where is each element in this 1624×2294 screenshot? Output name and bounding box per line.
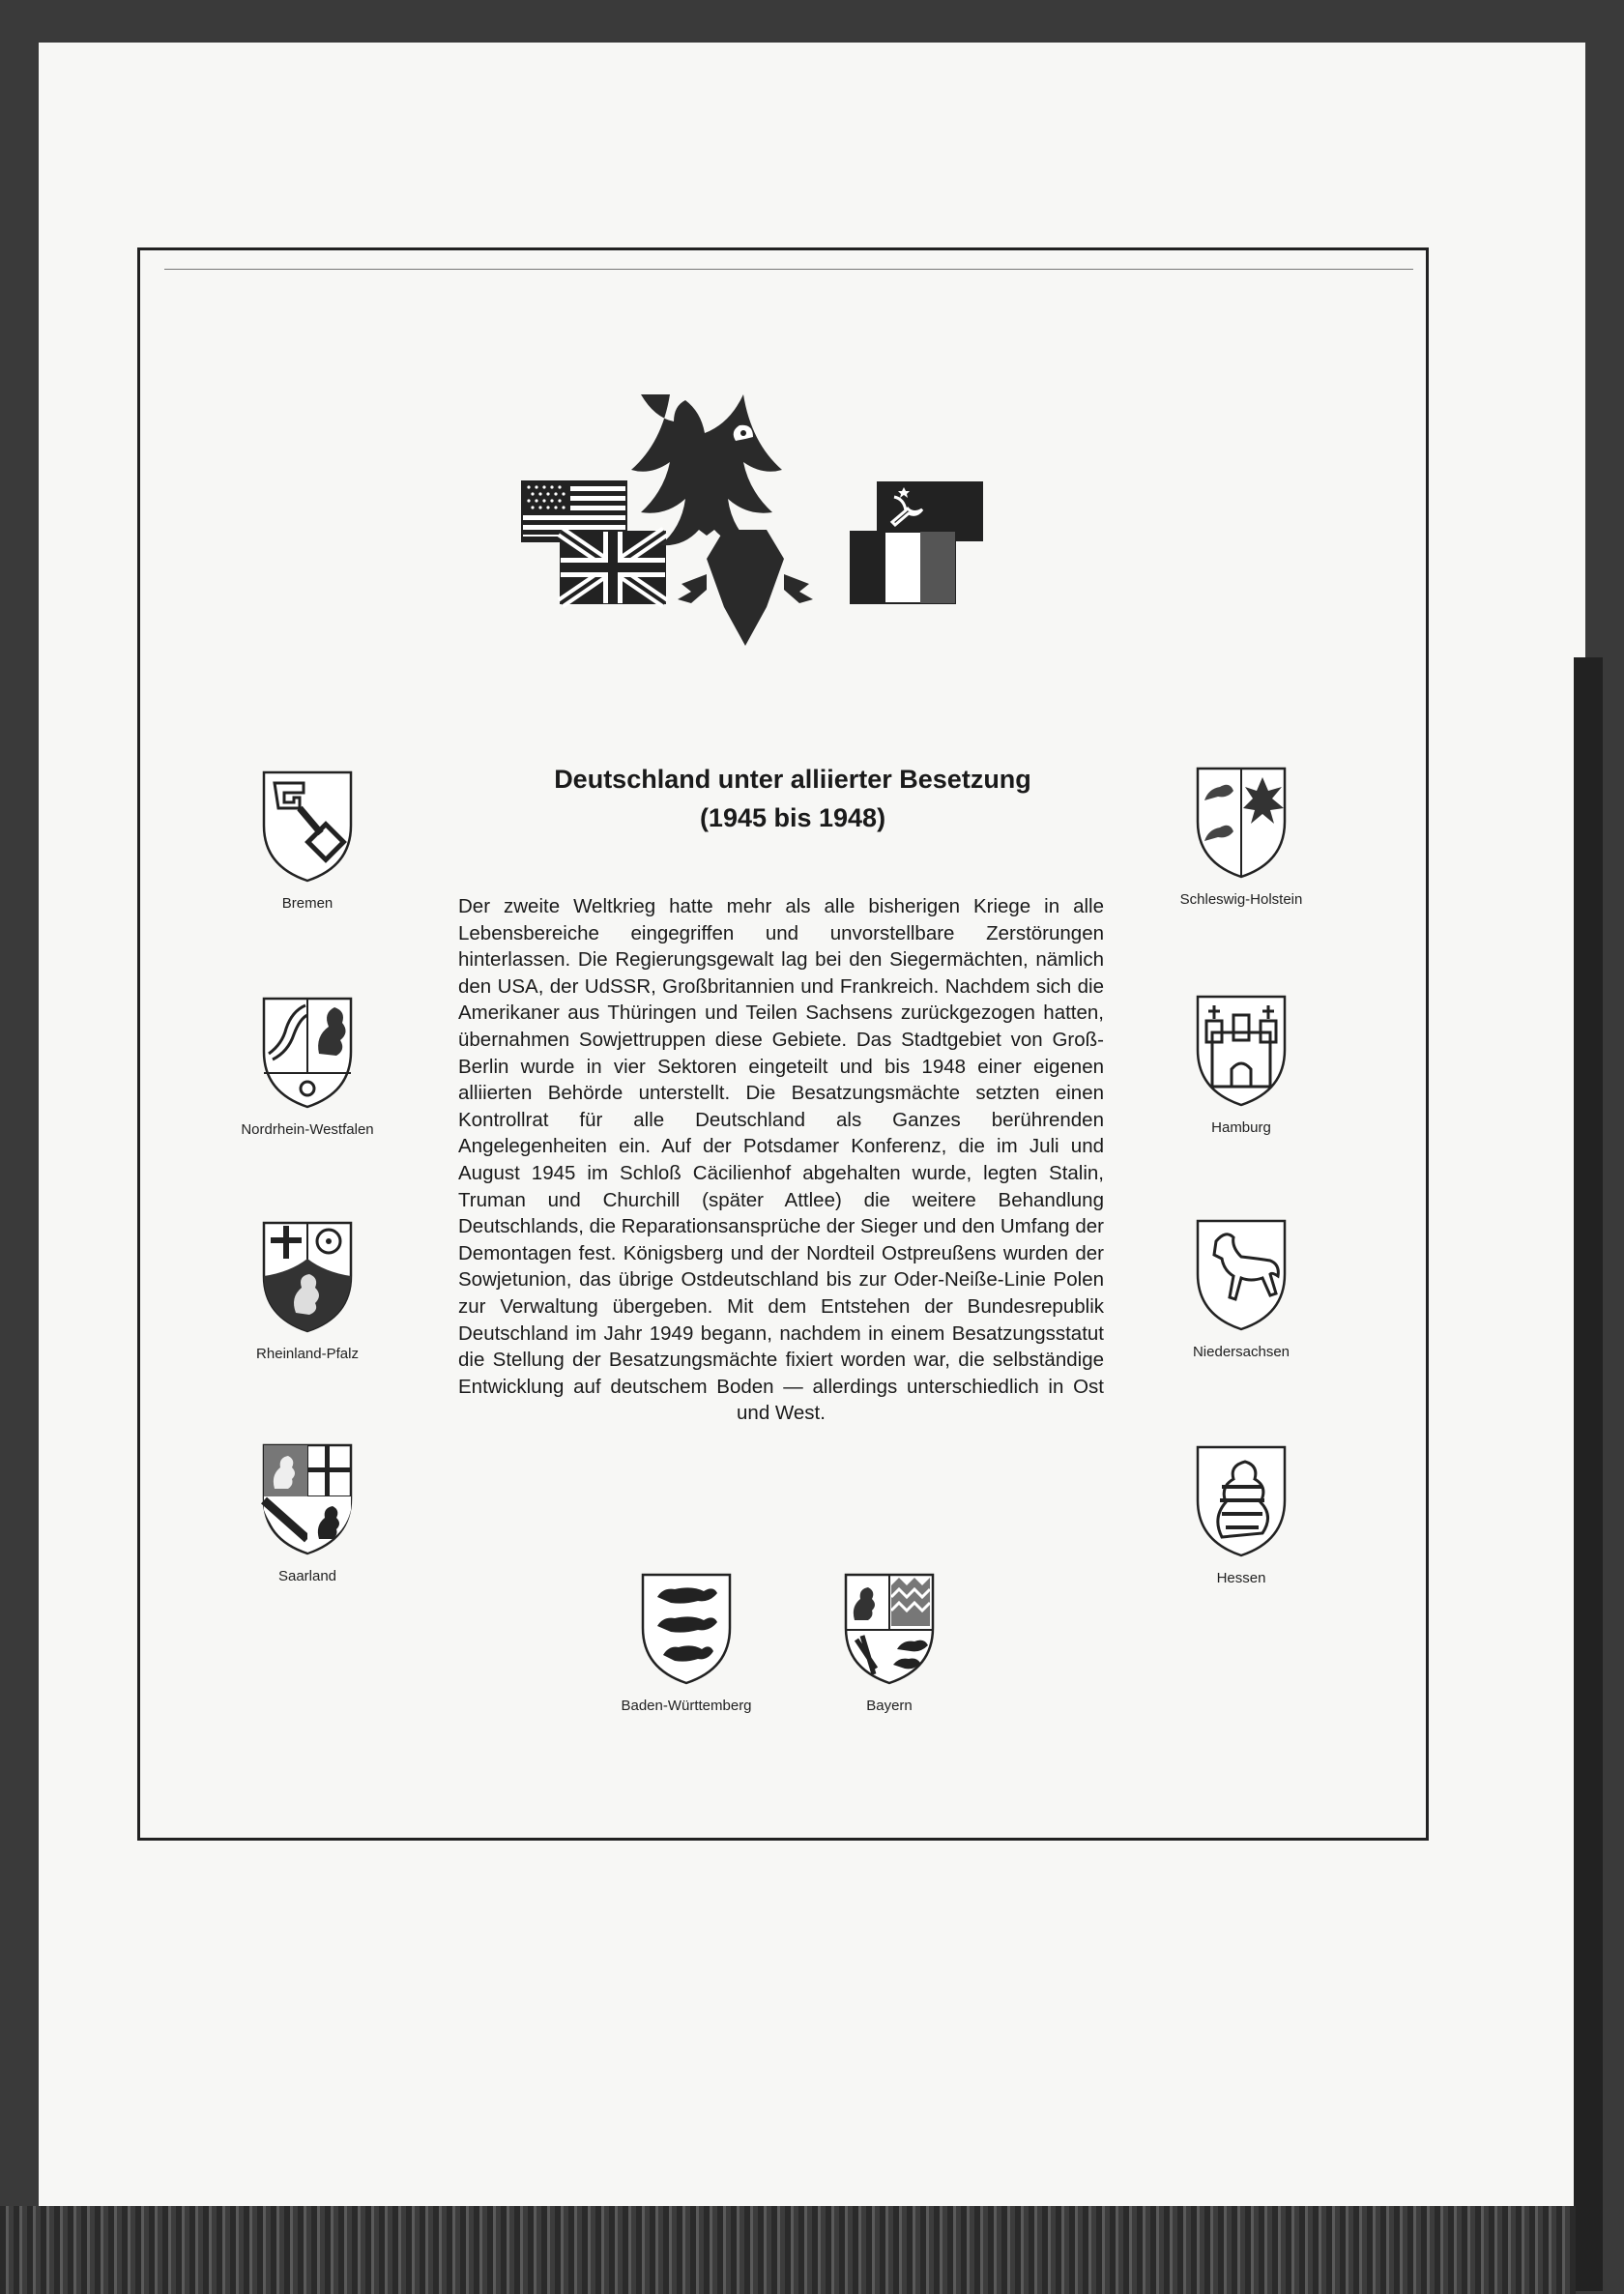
- bremen-coat-of-arms-icon: [261, 770, 354, 884]
- binder-strip: [0, 2206, 1576, 2294]
- crest-label-bayern: Bayern: [866, 1698, 913, 1714]
- crest-schleswig-holstein: [1164, 766, 1319, 908]
- crest-label-rlp: Rheinland-Pfalz: [256, 1346, 359, 1362]
- crest-label-bremen: Bremen: [281, 895, 334, 912]
- body-paragraph: Der zweite Weltkrieg hatte mehr als alle bisherigen Kriege in alle Lebensbereiche eingegriffen und unvorstellbare Zerstörungen hinterlassen. Die Regierungsgewalt lag bei den Siegermächten, nämlich den USA, der UdSSR, Großbritannien und Frankreich. Nachdem sich die Amerikaner aus Thüringen und Teilen Sachsens zurückgezogen hatten, übernahmen Sowjettruppen diese Gebiete. Das Stadtgebiet von Groß-Berlin wurde in vier Sektoren eingeteilt und bis 1948 einer eigenen alliierten Behörde unterstellt. Die Besatzungsmächte setzten einen Kontrollrat für alle Deutschland als Ganzes berührenden Angelegenheiten ein. Auf der Potsdamer Konferenz, die im Juli und August 1945 im Schloß Cäcilienhof abgehalten wurde, legten Stalin, Truman und Churchill (später Attlee) die weitere Behandlung Deutschlands, die Reparationsansprüche der Sieger und den Umfang der Demontagen fest. Königsberg und der Nordteil Ostpreußens wurden der Sowjetunion, das übrige Ostdeutschland bis zur Oder-Neiße-Linie Polen zur Verwaltung übergeben. Mit dem Entstehen der Bundesrepublik Deutschland im Jahr 1949 begann, nachdem in einem Besatzungsstatut die Stellung der Besatzungsmächte fixiert worden war, die selbständige Entwicklung auf deutschem Boden — allerdings unterschiedlich in Ost und West.: [458, 895, 1104, 1425]
- crest-hamburg: [1164, 994, 1319, 1136]
- baden-wuerttemberg-coat-of-arms-icon: [640, 1572, 733, 1686]
- crest-baden-wuerttemberg: [609, 1572, 764, 1714]
- hessen-coat-of-arms-icon: [1195, 1444, 1288, 1558]
- rlp-coat-of-arms-icon: [261, 1220, 354, 1334]
- crest-bremen: [230, 770, 385, 912]
- uk-flag-icon: [561, 532, 665, 603]
- saarland-coat-of-arms-icon: [261, 1442, 354, 1556]
- nrw-coat-of-arms-icon: [261, 996, 354, 1110]
- schleswig-holstein-coat-of-arms-icon: [1195, 766, 1288, 880]
- crest-label-hessen: Hessen: [1216, 1570, 1266, 1586]
- crest-saarland: [230, 1442, 385, 1584]
- crest-nrw: [230, 996, 385, 1138]
- crest-label-saarland: Saarland: [277, 1568, 337, 1584]
- page-title: [464, 760, 1121, 837]
- crest-label-niedersachsen: Niedersachsen: [1192, 1344, 1290, 1360]
- crest-bayern: [812, 1572, 967, 1714]
- france-flag-icon: [851, 532, 955, 603]
- top-rule: [164, 269, 1413, 270]
- crest-niedersachsen: [1164, 1218, 1319, 1360]
- title-line-1: Deutschland unter alliierter Besetzung: [554, 765, 1031, 794]
- crest-label-schleswig-holstein: Schleswig-Holstein: [1179, 891, 1303, 908]
- bayern-coat-of-arms-icon: [843, 1572, 936, 1686]
- niedersachsen-coat-of-arms-icon: [1195, 1218, 1288, 1332]
- crest-label-hamburg: Hamburg: [1211, 1119, 1271, 1136]
- title-line-2: (1945 bis 1948): [699, 803, 886, 832]
- crest-hessen: [1164, 1444, 1319, 1586]
- hamburg-coat-of-arms-icon: [1195, 994, 1288, 1108]
- crest-label-nrw: Nordrhein-Westfalen: [241, 1121, 374, 1138]
- crest-label-baden-wuerttemberg: Baden-Württemberg: [621, 1698, 752, 1714]
- eagle-with-flags-emblem: [517, 385, 1049, 646]
- crest-rlp: [230, 1220, 385, 1362]
- page-edge-shadow: [1574, 657, 1603, 2291]
- eagle-icon: [631, 394, 813, 646]
